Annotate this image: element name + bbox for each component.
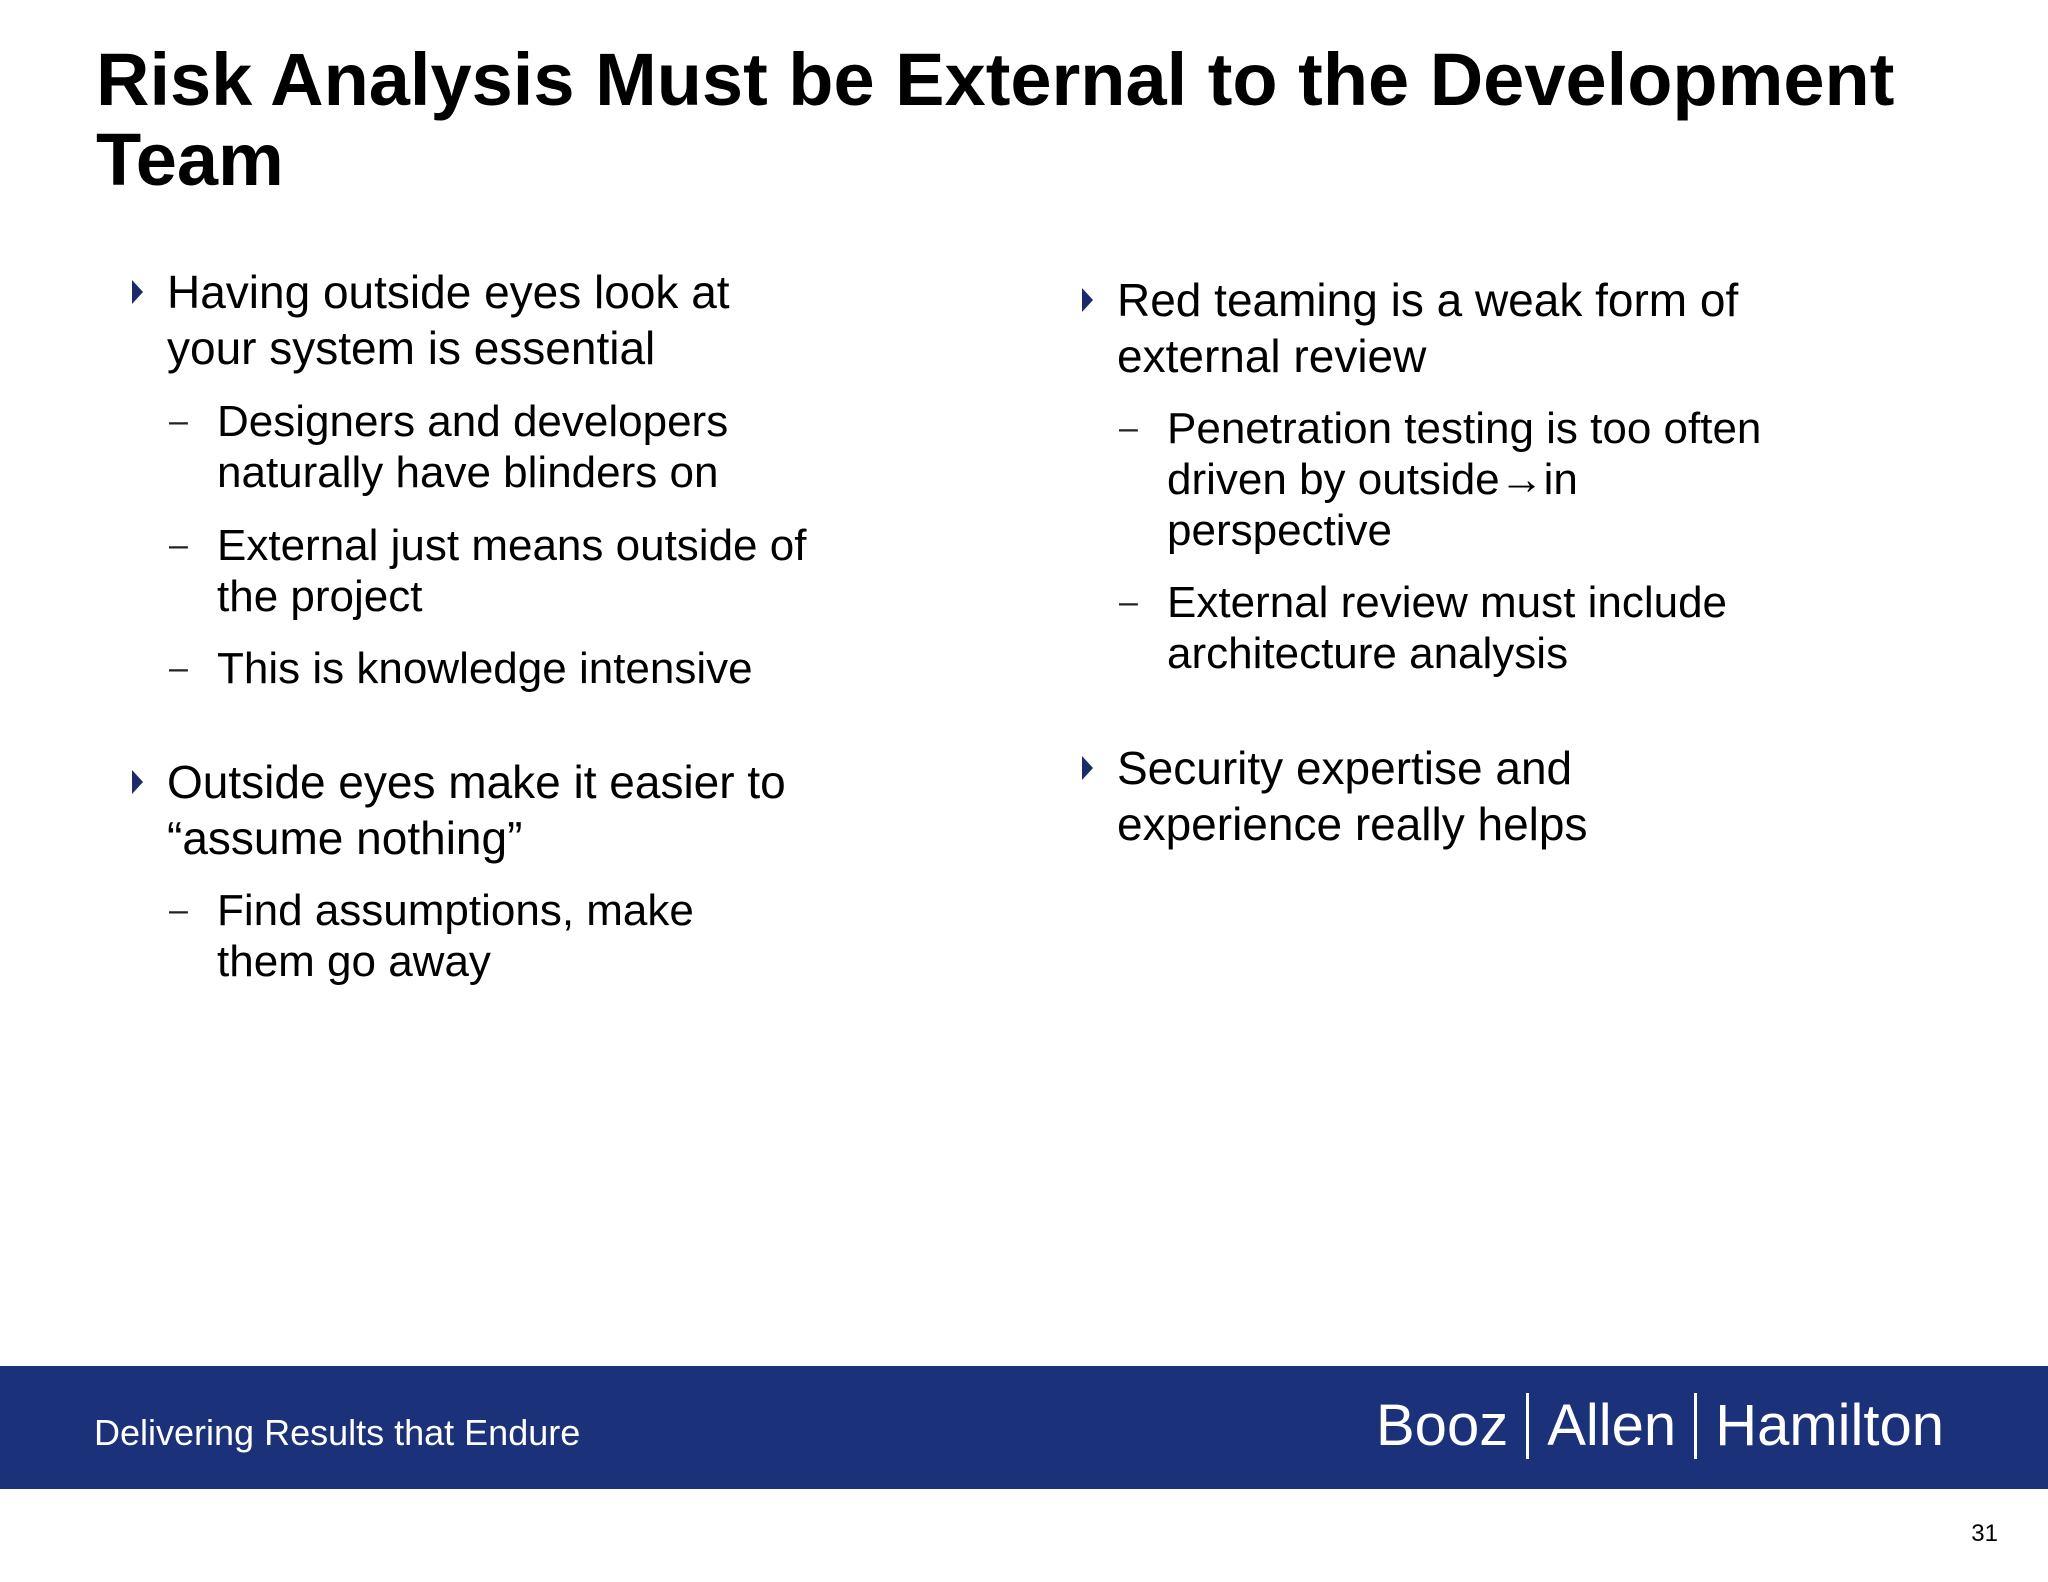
bullet-item xyxy=(167,754,827,866)
bullet-item xyxy=(167,264,807,376)
sub-text: External review must include architecture analysis xyxy=(1167,578,1728,678)
bullet-text: Having outside eyes look at your system is essential xyxy=(167,266,730,374)
logo-word: Booz xyxy=(1376,1393,1509,1458)
sub-item xyxy=(169,520,837,622)
dash-icon: – xyxy=(169,526,188,564)
sub-item xyxy=(1119,403,1767,556)
bullet-text: Security expertise and experience really helps xyxy=(1117,742,1588,850)
dash-icon: – xyxy=(1119,583,1138,621)
sub-text: Penetration testing is too often driven by outside→in perspective xyxy=(1167,404,1762,555)
dash-icon: – xyxy=(1119,409,1138,447)
bullet-text: Outside eyes make it easier to “assume nothing” xyxy=(167,756,786,864)
sub-item xyxy=(169,396,837,498)
logo-separator xyxy=(1526,1393,1529,1459)
footer-bar xyxy=(0,1366,2048,1489)
sub-text: Find assumptions, make them go away xyxy=(217,886,694,986)
sub-item xyxy=(169,643,837,694)
slide-title: Risk Analysis Must be External to the Development Team xyxy=(96,38,1895,201)
bullet-triangle-icon xyxy=(1082,756,1093,780)
dash-icon: – xyxy=(169,891,188,929)
sub-text: External just means outside of the project xyxy=(217,521,807,621)
company-logo xyxy=(1376,1390,1944,1462)
logo-word: Hamilton xyxy=(1715,1393,1945,1458)
sub-item xyxy=(1119,577,1807,679)
sub-text: Designers and developers naturally have blinders on xyxy=(217,397,729,497)
bullet-triangle-icon xyxy=(1082,288,1093,312)
page-number: 31 xyxy=(1971,1520,1998,1547)
bullet-triangle-icon xyxy=(132,770,143,794)
bullet-item xyxy=(1117,272,1797,384)
bullet-triangle-icon xyxy=(132,280,143,304)
logo-separator xyxy=(1694,1393,1697,1459)
bullet-text: Red teaming is a weak form of external review xyxy=(1117,274,1739,382)
dash-icon: – xyxy=(169,649,188,687)
footer-tagline: Delivering Results that Endure xyxy=(94,1412,581,1453)
dash-icon: – xyxy=(169,402,188,440)
sub-item xyxy=(169,885,777,987)
bullet-item xyxy=(1117,740,1677,852)
sub-text: This is knowledge intensive xyxy=(217,644,753,693)
logo-word: Allen xyxy=(1547,1393,1677,1458)
